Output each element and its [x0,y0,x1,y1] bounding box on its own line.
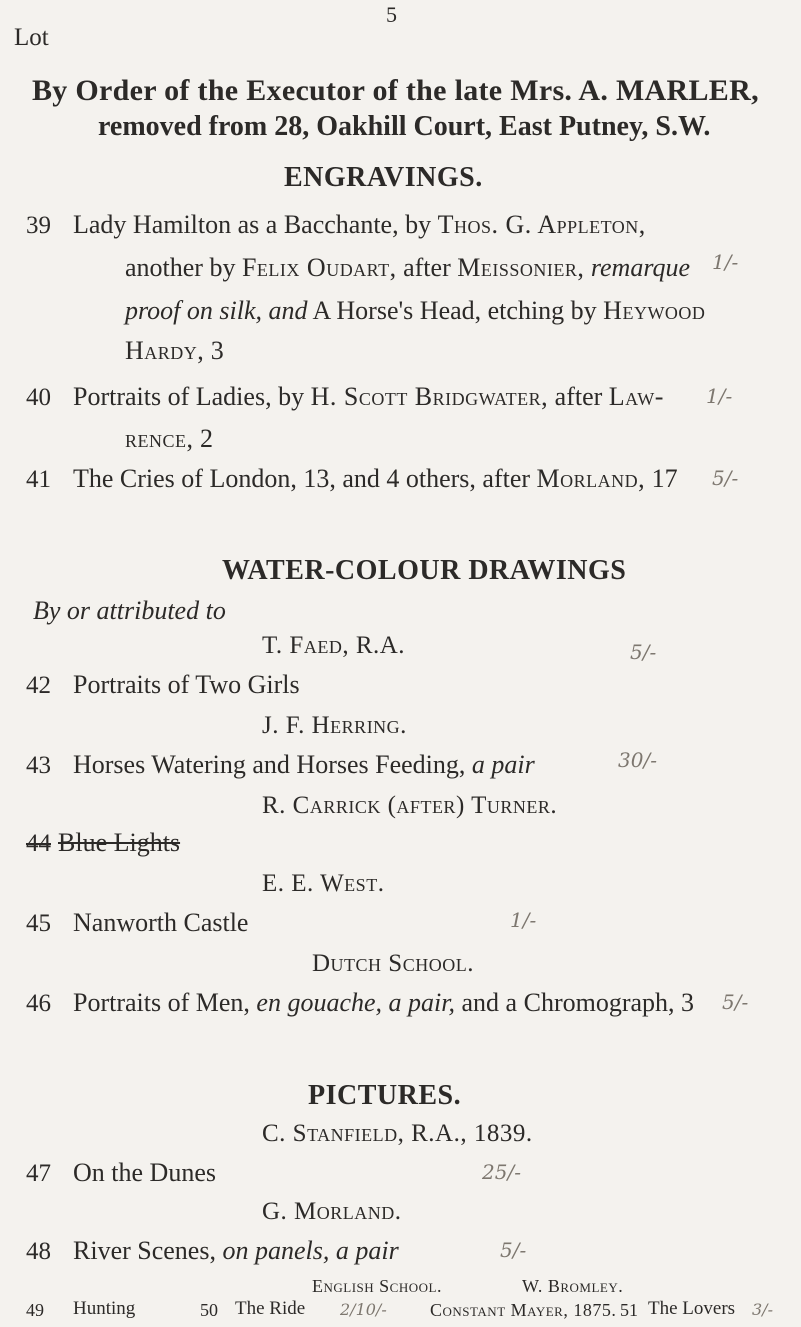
lot-number: 49 [26,1300,44,1320]
lot-number: 45 [26,910,51,937]
handwritten-price: 5/- [630,640,657,664]
watercolour-heading: WATER-COLOUR DRAWINGS [222,555,627,586]
lot-39-line-1: Lady Hamilton as a Bacchante, by Thos. G. Appleton, [73,210,646,239]
artist-name: J. F. Herring. [262,712,407,739]
lot-title: The Ride [235,1298,306,1319]
lot-39-line-4: Hardy, 3 [125,336,224,365]
artist-name: English School. [312,1276,442,1296]
lot-40-line-1: Portraits of Ladies, by H. Scott Bridgwater, after Law- [73,382,664,411]
lot-title: On the Dunes [73,1158,216,1187]
artist-name: C. Stanfield, R.A., 1839. [262,1120,533,1147]
engravings-heading: ENGRAVINGS. [284,162,483,193]
artist-name: E. E. West. [262,870,385,897]
artist-name: T. Faed, R.A. [262,632,406,659]
handwritten-price: 25/- [482,1160,521,1184]
lot-title: Nanworth Castle [73,908,249,937]
artist-name: Dutch School. [312,950,474,977]
page-number: 5 [386,2,397,27]
order-heading: By Order of the Executor of the late Mrs. A. MARLER, [32,74,759,107]
lot-title: Portraits of Men, en gouache, a pair, and a Chromograph, 3 [73,988,695,1017]
lot-title: Blue Lights [58,828,181,857]
lot-number: 48 [26,1238,51,1265]
removed-from-line: removed from 28, Oakhill Court, East Putney, S.W. [98,111,711,142]
lot-title: Hunting [73,1298,136,1319]
lot-number: 46 [26,990,51,1017]
attribution-line: By or attributed to [33,596,226,625]
handwritten-price: 5/- [500,1238,527,1262]
lot-title: Horses Watering and Horses Feeding, a pair [73,750,535,779]
handwritten-price: 3/- [752,1300,773,1319]
handwritten-price: 30/- [618,748,657,772]
lot-number: 51 [620,1300,638,1320]
lot-title: River Scenes, on panels, a pair [73,1236,399,1265]
lot-column-label: Lot [14,24,49,51]
lot-39-line-2: another by Felix Oudart, after Meissonier, remarque [125,253,691,282]
handwritten-price: 1/- [712,250,739,274]
lot-number: 40 [26,384,51,411]
lot-title: Portraits of Two Girls [73,670,300,699]
lot-number: 43 [26,752,51,779]
lot-number: 47 [26,1160,51,1187]
handwritten-price: 1/- [510,908,537,932]
artist-name: W. Bromley. [522,1276,624,1296]
lot-number: 41 [26,466,51,493]
lot-title: The Lovers [648,1298,736,1319]
lot-number: 44 [26,830,51,857]
lot-41-line: The Cries of London, 13, and 4 others, after Morland, 17 [73,464,678,493]
handwritten-price: 1/- [706,384,733,408]
artist-name: Constant Mayer, 1875. [430,1300,617,1320]
lot-number: 42 [26,672,51,699]
lot-number: 39 [26,212,51,239]
handwritten-price: 5/- [722,990,749,1014]
pictures-heading: PICTURES. [308,1080,462,1111]
artist-name: R. Carrick (after) Turner. [262,792,558,819]
lot-39-line-3: proof on silk, and A Horse's Head, etching by Heywood [125,296,706,325]
lot-number: 50 [200,1300,218,1320]
handwritten-price: 2/10/- [340,1300,387,1319]
artist-name: G. Morland. [262,1198,402,1225]
handwritten-price: 5/- [712,466,739,490]
lot-40-line-2: rence, 2 [125,424,214,453]
